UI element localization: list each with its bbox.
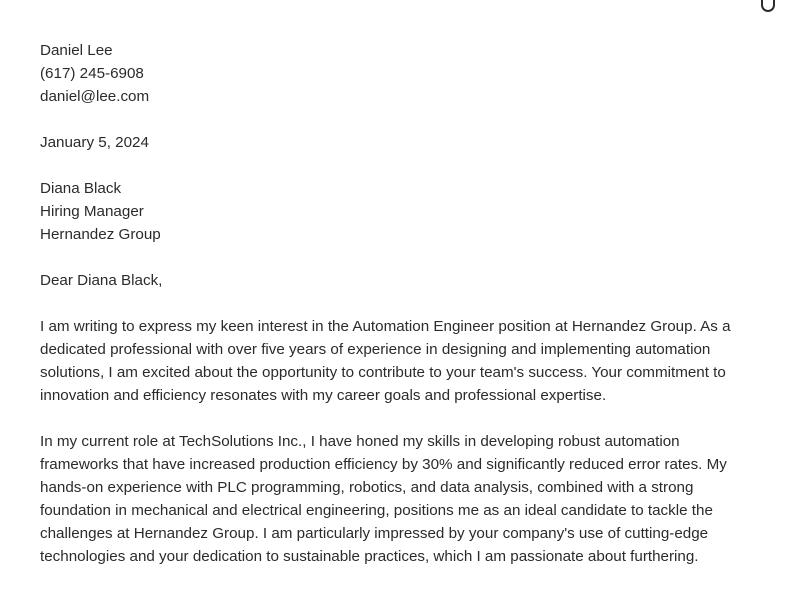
- body-paragraph-2: [40, 430, 760, 568]
- paragraph-line: innovation and efficiency resonates with my career goals and professional expertise.: [40, 387, 607, 404]
- body-paragraph-1: [40, 315, 760, 407]
- recipient-name: Diana Black: [40, 180, 122, 197]
- sender-email: daniel@lee.com: [40, 88, 150, 105]
- paragraph-line: frameworks that have increased production efficiency by 30% and significantly reduced error rates. My: [40, 456, 727, 473]
- sender-block: [40, 39, 760, 108]
- date-block: [40, 131, 760, 154]
- paragraph-line: challenges at Hernandez Group. I am particularly impressed by your company's use of cutting-edge: [40, 525, 709, 542]
- letter-date: January 5, 2024: [40, 134, 149, 151]
- paragraph-line: solutions, I am excited about the opportunity to contribute to your team's success. Your commitment to: [40, 364, 726, 381]
- paragraph-line: In my current role at TechSolutions Inc., I have honed my skills in developing robust automation: [40, 433, 680, 450]
- sender-phone: (617) 245-6908: [40, 65, 144, 82]
- cover-letter: [40, 39, 760, 591]
- paragraph-line: I am writing to express my keen interest in the Automation Engineer position at Hernandez Group. As a: [40, 318, 731, 335]
- salutation: Dear Diana Black,: [40, 272, 163, 289]
- recipient-block: [40, 177, 760, 246]
- partial-rounded-icon: [761, 0, 775, 12]
- paragraph-line: dedicated professional with over five years of experience in designing and implementing automation: [40, 341, 711, 358]
- paragraph-line: hands-on experience with PLC programming, robotics, and data analysis, combined with a strong: [40, 479, 694, 496]
- recipient-title: Hiring Manager: [40, 203, 144, 220]
- paragraph-line: technologies and your dedication to sustainable practices, which I am passionate about furthering.: [40, 548, 699, 565]
- recipient-company: Hernandez Group: [40, 226, 161, 243]
- salutation-block: [40, 269, 760, 292]
- paragraph-line: foundation in mechanical and electrical engineering, positions me as an ideal candidate to tackle the: [40, 502, 713, 519]
- sender-name: Daniel Lee: [40, 42, 113, 59]
